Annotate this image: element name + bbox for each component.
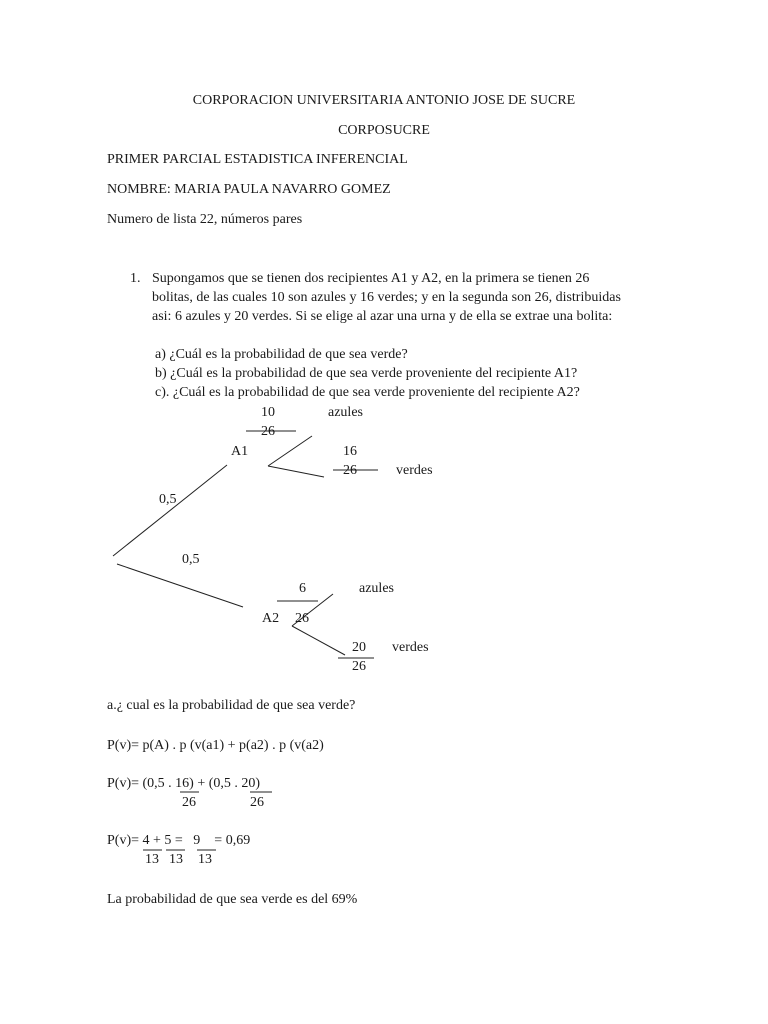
a1-green-label: verdes <box>396 463 433 478</box>
root-to-a1-branch <box>113 465 227 556</box>
branch-probability-bottom: 0,5 <box>182 552 200 567</box>
a1-blue-branch <box>268 436 312 466</box>
a1-blue-denominator: 26 <box>261 424 275 439</box>
solution-step1: P(v)= (0,5 . 16) + (0,5 . 20) <box>107 776 261 791</box>
solution-step2-denominator-1: 13 <box>145 852 159 867</box>
a1-blue-label: azules <box>328 405 363 420</box>
a1-green-denominator: 26 <box>343 463 357 478</box>
problem-line-2: bolitas, de las cuales 10 son azules y 16 verdes; y en la segunda son 26, distribuidas <box>152 290 621 305</box>
institution-title: CORPORACION UNIVERSITARIA ANTONIO JOSE DE SUCRE <box>192 93 576 108</box>
list-number: Numero de lista 22, números pares <box>107 212 303 227</box>
exam-title: PRIMER PARCIAL ESTADISTICA INFERENCIAL <box>107 152 408 167</box>
a2-blue-numerator: 6 <box>299 581 306 596</box>
a1-green-numerator: 16 <box>343 444 357 459</box>
question-a: a) ¿Cuál es la probabilidad de que sea verde? <box>155 347 408 362</box>
root-to-a2-branch <box>117 564 243 607</box>
a1-green-branch <box>268 466 324 477</box>
institution-short-name: CORPOSUCRE <box>338 123 430 138</box>
a2-green-label: verdes <box>392 640 429 655</box>
solution-formula: P(v)= p(A) . p (v(a1) + p(a2) . p (v(a2) <box>107 738 324 753</box>
a2-node-label: A2 <box>262 611 280 626</box>
solution-step2-denominator-3: 13 <box>198 852 212 867</box>
problem-number: 1. <box>130 271 141 286</box>
problem-line-1: Supongamos que se tienen dos recipientes A1 y A2, en la primera se tienen 26 <box>152 271 590 286</box>
problem-line-3: asi: 6 azules y 20 verdes. Si se elige al azar una urna y de ella se extrae una bolita: <box>152 309 613 324</box>
a1-node-label: A1 <box>231 444 249 459</box>
question-c: c). ¿Cuál es la probabilidad de que sea verde proveniente del recipiente A2? <box>155 385 580 400</box>
a2-green-branch <box>292 626 345 655</box>
solution-step1-denominator-2: 26 <box>250 795 264 810</box>
a2-green-denominator: 26 <box>352 659 366 674</box>
solution-question: a.¿ cual es la probabilidad de que sea verde? <box>107 698 356 713</box>
solution-step1-denominator-1: 26 <box>182 795 196 810</box>
student-name: NOMBRE: MARIA PAULA NAVARRO GOMEZ <box>107 182 391 197</box>
question-b: b) ¿Cuál es la probabilidad de que sea verde proveniente del recipiente A1? <box>155 366 578 381</box>
solution-step2: P(v)= 4 + 5 = 9 = 0,69 <box>107 833 251 848</box>
a2-green-numerator: 20 <box>352 640 366 655</box>
a1-blue-numerator: 10 <box>261 405 275 420</box>
branch-probability-top: 0,5 <box>159 492 177 507</box>
a2-blue-denominator: 26 <box>295 611 309 626</box>
a2-blue-label: azules <box>359 581 394 596</box>
solution-step2-denominator-2: 13 <box>169 852 183 867</box>
solution-conclusion: La probabilidad de que sea verde es del 69% <box>107 892 358 907</box>
